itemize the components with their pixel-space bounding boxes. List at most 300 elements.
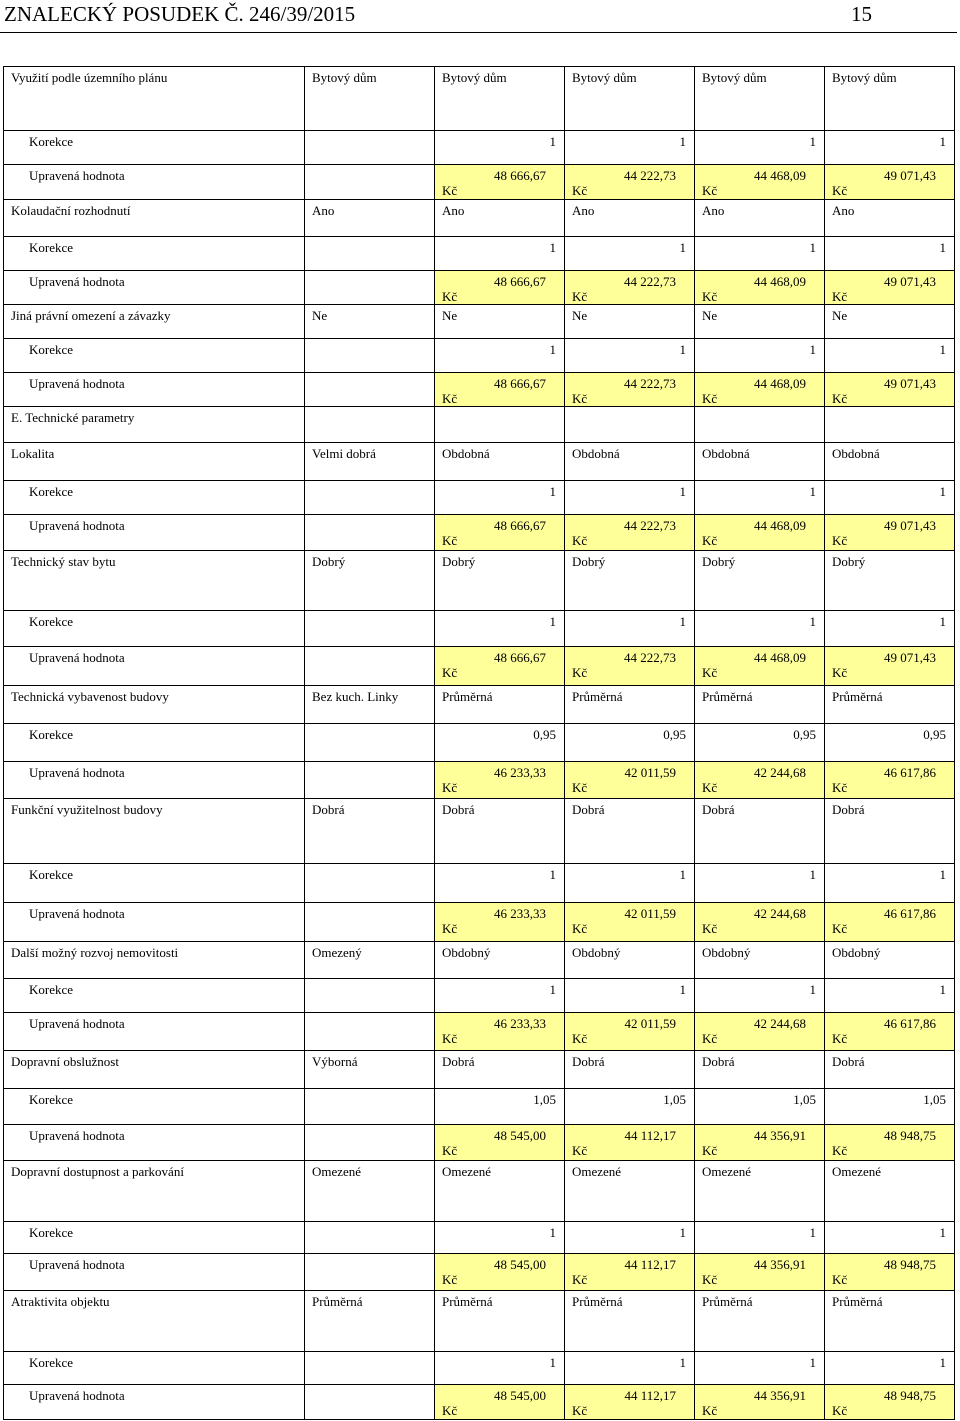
attribute-value: Omezené — [435, 1161, 565, 1222]
empty-cell — [305, 724, 435, 762]
korekce-label: Korekce — [4, 864, 305, 903]
adjusted-value-cell — [695, 762, 825, 799]
korekce-label: Korekce — [4, 1089, 305, 1125]
attribute-value: Dobrý — [825, 551, 955, 611]
korekce-value: 1 — [825, 611, 955, 647]
empty-cell — [825, 407, 955, 443]
adjusted-value-cell — [565, 647, 695, 686]
currency-label: Kč — [702, 1272, 718, 1287]
korekce-value: 1 — [435, 481, 565, 515]
attribute-value: Ne — [435, 305, 565, 339]
currency-label: Kč — [572, 1031, 588, 1046]
empty-cell — [305, 271, 435, 305]
attribute-value: Dobrý — [565, 551, 695, 611]
attribute-row — [4, 1051, 955, 1089]
adjusted-value-row — [4, 271, 955, 305]
korekce-value: 0,95 — [435, 724, 565, 762]
korekce-value: 1 — [435, 237, 565, 271]
adjusted-value: 44 222,73 — [624, 518, 676, 533]
attribute-value: Dobrá — [695, 799, 825, 864]
attribute-value: Bytový dům — [695, 67, 825, 131]
adjusted-value: 44 468,09 — [754, 650, 806, 665]
attribute-value: Velmi dobrá — [305, 443, 435, 481]
adjusted-value: 48 545,00 — [494, 1257, 546, 1272]
currency-label: Kč — [572, 665, 588, 680]
empty-cell — [565, 407, 695, 443]
adjusted-value-label: Upravená hodnota — [4, 647, 305, 686]
adjusted-value-row — [4, 647, 955, 686]
korekce-value: 1 — [825, 979, 955, 1013]
attribute-row — [4, 686, 955, 724]
attribute-value: Ne — [565, 305, 695, 339]
currency-label: Kč — [572, 921, 588, 936]
korekce-label: Korekce — [4, 611, 305, 647]
currency-label: Kč — [832, 289, 848, 304]
currency-label: Kč — [572, 1143, 588, 1158]
attribute-value: Ne — [825, 305, 955, 339]
attribute-value: Dobrá — [695, 1051, 825, 1089]
attribute-value: Obdobný — [565, 942, 695, 979]
attribute-value: Dobrá — [305, 799, 435, 864]
attribute-value: Dobrá — [565, 1051, 695, 1089]
adjusted-value: 44 468,09 — [754, 376, 806, 391]
attribute-value: Obdobná — [565, 443, 695, 481]
adjusted-value-cell — [825, 1385, 955, 1420]
adjusted-value: 46 233,33 — [494, 1016, 546, 1031]
korekce-value: 1 — [695, 611, 825, 647]
adjusted-value: 46 617,86 — [884, 906, 936, 921]
empty-cell — [305, 237, 435, 271]
attribute-value: Dobrá — [435, 1051, 565, 1089]
empty-cell — [305, 373, 435, 407]
comparison-table — [3, 66, 955, 1420]
attribute-value: Omezené — [565, 1161, 695, 1222]
adjusted-value-cell — [565, 1385, 695, 1420]
korekce-label: Korekce — [4, 131, 305, 165]
currency-label: Kč — [572, 780, 588, 795]
adjusted-value-cell — [565, 165, 695, 200]
adjusted-value: 44 356,91 — [754, 1257, 806, 1272]
attribute-value: Dobrý — [435, 551, 565, 611]
korekce-row — [4, 611, 955, 647]
korekce-value: 1 — [695, 1222, 825, 1254]
empty-cell — [305, 407, 435, 443]
korekce-value: 1,05 — [565, 1089, 695, 1125]
attribute-value: Omezené — [825, 1161, 955, 1222]
korekce-value: 1 — [825, 1222, 955, 1254]
adjusted-value: 44 468,09 — [754, 274, 806, 289]
empty-cell — [305, 903, 435, 942]
attribute-label: Jiná právní omezení a závazky — [4, 305, 305, 339]
korekce-value: 0,95 — [695, 724, 825, 762]
adjusted-value: 48 666,67 — [494, 168, 546, 183]
currency-label: Kč — [702, 1031, 718, 1046]
attribute-value: Omezený — [305, 942, 435, 979]
adjusted-value: 44 356,91 — [754, 1128, 806, 1143]
adjusted-value-cell — [565, 762, 695, 799]
adjusted-value-cell — [825, 373, 955, 407]
adjusted-value-label: Upravená hodnota — [4, 271, 305, 305]
attribute-label: Technická vybavenost budovy — [4, 686, 305, 724]
adjusted-value-cell — [435, 1013, 565, 1051]
attribute-label: Dopravní obslužnost — [4, 1051, 305, 1089]
adjusted-value-cell — [695, 647, 825, 686]
adjusted-value: 49 071,43 — [884, 518, 936, 533]
korekce-value: 1 — [825, 339, 955, 373]
adjusted-value: 48 666,67 — [494, 650, 546, 665]
korekce-row — [4, 481, 955, 515]
attribute-row — [4, 799, 955, 864]
document-title: ZNALECKÝ POSUDEK Č. 246/39/2015 — [4, 2, 356, 26]
adjusted-value-cell — [695, 373, 825, 407]
korekce-value: 1 — [565, 864, 695, 903]
attribute-label: Lokalita — [4, 443, 305, 481]
adjusted-value-cell — [825, 903, 955, 942]
korekce-label: Korekce — [4, 1352, 305, 1385]
empty-cell — [305, 979, 435, 1013]
adjusted-value: 44 222,73 — [624, 376, 676, 391]
section-row — [4, 407, 955, 443]
korekce-value: 1 — [565, 481, 695, 515]
adjusted-value-label: Upravená hodnota — [4, 1254, 305, 1291]
attribute-row — [4, 305, 955, 339]
adjusted-value: 46 617,86 — [884, 765, 936, 780]
attribute-value: Dobrý — [695, 551, 825, 611]
attribute-value: Bytový dům — [435, 67, 565, 131]
adjusted-value-row — [4, 373, 955, 407]
korekce-value: 1 — [825, 237, 955, 271]
adjusted-value: 42 244,68 — [754, 765, 806, 780]
attribute-label: Technický stav bytu — [4, 551, 305, 611]
korekce-row — [4, 864, 955, 903]
adjusted-value: 48 545,00 — [494, 1388, 546, 1403]
adjusted-value: 49 071,43 — [884, 650, 936, 665]
korekce-value: 1 — [565, 131, 695, 165]
adjusted-value-cell — [435, 647, 565, 686]
adjusted-value-cell — [565, 1125, 695, 1161]
attribute-value: Bytový dům — [825, 67, 955, 131]
adjusted-value-cell — [695, 1254, 825, 1291]
adjusted-value-cell — [695, 1013, 825, 1051]
attribute-value: Bytový dům — [565, 67, 695, 131]
korekce-value: 1 — [695, 864, 825, 903]
currency-label: Kč — [572, 533, 588, 548]
attribute-value: Dobrá — [565, 799, 695, 864]
korekce-value: 1,05 — [435, 1089, 565, 1125]
adjusted-value: 48 948,75 — [884, 1388, 936, 1403]
currency-label: Kč — [832, 533, 848, 548]
empty-cell — [305, 611, 435, 647]
attribute-value: Ano — [825, 200, 955, 237]
currency-label: Kč — [442, 289, 458, 304]
currency-label: Kč — [442, 1143, 458, 1158]
attribute-value: Průměrná — [435, 1291, 565, 1352]
korekce-value: 1 — [695, 979, 825, 1013]
adjusted-value: 44 222,73 — [624, 274, 676, 289]
korekce-row — [4, 1089, 955, 1125]
adjusted-value-label: Upravená hodnota — [4, 903, 305, 942]
currency-label: Kč — [442, 183, 458, 198]
attribute-label: Funkční využitelnost budovy — [4, 799, 305, 864]
adjusted-value-cell — [825, 647, 955, 686]
adjusted-value-label: Upravená hodnota — [4, 165, 305, 200]
adjusted-value-cell — [565, 373, 695, 407]
adjusted-value-row — [4, 515, 955, 551]
attribute-row — [4, 1291, 955, 1352]
attribute-row — [4, 551, 955, 611]
empty-cell — [305, 1089, 435, 1125]
adjusted-value-cell — [435, 373, 565, 407]
currency-label: Kč — [442, 1031, 458, 1046]
empty-cell — [435, 407, 565, 443]
empty-cell — [305, 1125, 435, 1161]
currency-label: Kč — [832, 1403, 848, 1418]
adjusted-value: 48 948,75 — [884, 1257, 936, 1272]
empty-cell — [305, 1013, 435, 1051]
adjusted-value: 44 112,17 — [624, 1257, 676, 1272]
korekce-row — [4, 339, 955, 373]
currency-label: Kč — [572, 1272, 588, 1287]
currency-label: Kč — [702, 183, 718, 198]
adjusted-value-cell — [695, 271, 825, 305]
attribute-value: Dobrá — [825, 799, 955, 864]
adjusted-value: 42 011,59 — [624, 906, 676, 921]
currency-label: Kč — [702, 921, 718, 936]
attribute-row — [4, 200, 955, 237]
adjusted-value-cell — [695, 515, 825, 551]
korekce-value: 1 — [565, 1222, 695, 1254]
attribute-value: Ano — [435, 200, 565, 237]
korekce-value: 1 — [435, 979, 565, 1013]
korekce-value: 1 — [825, 481, 955, 515]
currency-label: Kč — [572, 289, 588, 304]
currency-label: Kč — [442, 391, 458, 406]
korekce-label: Korekce — [4, 237, 305, 271]
attribute-value: Obdobný — [695, 942, 825, 979]
adjusted-value: 48 666,67 — [494, 518, 546, 533]
adjusted-value: 46 617,86 — [884, 1016, 936, 1031]
adjusted-value-cell — [565, 1254, 695, 1291]
empty-cell — [305, 1254, 435, 1291]
adjusted-value: 49 071,43 — [884, 274, 936, 289]
empty-cell — [305, 762, 435, 799]
adjusted-value-cell — [435, 515, 565, 551]
adjusted-value-cell — [825, 762, 955, 799]
adjusted-value: 48 948,75 — [884, 1128, 936, 1143]
korekce-value: 1 — [565, 979, 695, 1013]
attribute-value: Průměrná — [565, 686, 695, 724]
attribute-value: Obdobná — [695, 443, 825, 481]
adjusted-value-cell — [695, 903, 825, 942]
attribute-value: Obdobný — [435, 942, 565, 979]
korekce-value: 1 — [565, 1352, 695, 1385]
attribute-row — [4, 1161, 955, 1222]
adjusted-value: 48 666,67 — [494, 376, 546, 391]
adjusted-value-cell — [695, 1385, 825, 1420]
adjusted-value-row — [4, 1125, 955, 1161]
currency-label: Kč — [832, 391, 848, 406]
adjusted-value-cell — [825, 1254, 955, 1291]
attribute-value: Bytový dům — [305, 67, 435, 131]
korekce-value: 1,05 — [825, 1089, 955, 1125]
attribute-value: Ano — [305, 200, 435, 237]
attribute-value: Výborná — [305, 1051, 435, 1089]
adjusted-value-label: Upravená hodnota — [4, 515, 305, 551]
currency-label: Kč — [832, 665, 848, 680]
empty-cell — [305, 515, 435, 551]
korekce-label: Korekce — [4, 724, 305, 762]
adjusted-value-cell — [435, 903, 565, 942]
adjusted-value: 49 071,43 — [884, 376, 936, 391]
adjusted-value: 49 071,43 — [884, 168, 936, 183]
currency-label: Kč — [832, 1143, 848, 1158]
section-heading: E. Technické parametry — [4, 407, 305, 443]
currency-label: Kč — [442, 665, 458, 680]
adjusted-value: 46 233,33 — [494, 765, 546, 780]
adjusted-value-row — [4, 1385, 955, 1420]
attribute-value: Ne — [305, 305, 435, 339]
adjusted-value-row — [4, 1254, 955, 1291]
empty-cell — [695, 407, 825, 443]
attribute-row — [4, 443, 955, 481]
attribute-value: Ano — [695, 200, 825, 237]
korekce-value: 1 — [435, 1352, 565, 1385]
adjusted-value-row — [4, 903, 955, 942]
empty-cell — [305, 1385, 435, 1420]
korekce-label: Korekce — [4, 481, 305, 515]
korekce-value: 1 — [825, 1352, 955, 1385]
empty-cell — [305, 864, 435, 903]
korekce-label: Korekce — [4, 979, 305, 1013]
adjusted-value-cell — [435, 762, 565, 799]
empty-cell — [305, 647, 435, 686]
currency-label: Kč — [702, 1143, 718, 1158]
adjusted-value-cell — [435, 271, 565, 305]
adjusted-value-row — [4, 1013, 955, 1051]
attribute-label: Atraktivita objektu — [4, 1291, 305, 1352]
attribute-value: Dobrá — [825, 1051, 955, 1089]
adjusted-value-cell — [565, 903, 695, 942]
korekce-value: 1 — [435, 611, 565, 647]
adjusted-value-cell — [825, 165, 955, 200]
attribute-value: Obdobná — [435, 443, 565, 481]
attribute-value: Průměrná — [825, 686, 955, 724]
adjusted-value-cell — [825, 515, 955, 551]
adjusted-value: 42 011,59 — [624, 1016, 676, 1031]
attribute-value: Omezené — [305, 1161, 435, 1222]
adjusted-value: 44 222,73 — [624, 168, 676, 183]
currency-label: Kč — [832, 780, 848, 795]
currency-label: Kč — [442, 1272, 458, 1287]
currency-label: Kč — [702, 780, 718, 795]
korekce-label: Korekce — [4, 1222, 305, 1254]
korekce-value: 1 — [435, 339, 565, 373]
empty-cell — [305, 131, 435, 165]
korekce-value: 0,95 — [825, 724, 955, 762]
attribute-row — [4, 67, 955, 131]
empty-cell — [305, 339, 435, 373]
korekce-value: 0,95 — [565, 724, 695, 762]
currency-label: Kč — [572, 391, 588, 406]
currency-label: Kč — [572, 183, 588, 198]
currency-label: Kč — [702, 665, 718, 680]
adjusted-value: 48 666,67 — [494, 274, 546, 289]
adjusted-value-cell — [435, 1254, 565, 1291]
empty-cell — [305, 1352, 435, 1385]
attribute-value: Průměrná — [825, 1291, 955, 1352]
adjusted-value-label: Upravená hodnota — [4, 1013, 305, 1051]
adjusted-value-cell — [695, 1125, 825, 1161]
adjusted-value-cell — [825, 1013, 955, 1051]
adjusted-value-row — [4, 762, 955, 799]
adjusted-value: 42 011,59 — [624, 765, 676, 780]
adjusted-value: 42 244,68 — [754, 1016, 806, 1031]
attribute-value: Průměrná — [565, 1291, 695, 1352]
adjusted-value-label: Upravená hodnota — [4, 373, 305, 407]
attribute-value: Ano — [565, 200, 695, 237]
adjusted-value-cell — [565, 271, 695, 305]
currency-label: Kč — [442, 533, 458, 548]
currency-label: Kč — [442, 780, 458, 795]
korekce-value: 1 — [435, 131, 565, 165]
page-header — [0, 0, 957, 33]
attribute-value: Průměrná — [305, 1291, 435, 1352]
korekce-row — [4, 724, 955, 762]
korekce-value: 1 — [565, 611, 695, 647]
currency-label: Kč — [702, 1403, 718, 1418]
page-number: 15 — [851, 2, 872, 26]
attribute-value: Ne — [695, 305, 825, 339]
korekce-value: 1 — [695, 481, 825, 515]
adjusted-value-cell — [695, 165, 825, 200]
attribute-value: Dobrá — [435, 799, 565, 864]
currency-label: Kč — [832, 1031, 848, 1046]
korekce-value: 1 — [825, 864, 955, 903]
adjusted-value-cell — [435, 1385, 565, 1420]
korekce-label: Korekce — [4, 339, 305, 373]
korekce-value: 1 — [695, 131, 825, 165]
currency-label: Kč — [832, 921, 848, 936]
attribute-value: Bez kuch. Linky — [305, 686, 435, 724]
empty-cell — [305, 165, 435, 200]
korekce-value: 1 — [565, 339, 695, 373]
adjusted-value: 44 112,17 — [624, 1128, 676, 1143]
adjusted-value: 44 356,91 — [754, 1388, 806, 1403]
adjusted-value-label: Upravená hodnota — [4, 1385, 305, 1420]
empty-cell — [305, 1222, 435, 1254]
adjusted-value-cell — [435, 1125, 565, 1161]
korekce-value: 1 — [695, 339, 825, 373]
adjusted-value-label: Upravená hodnota — [4, 1125, 305, 1161]
currency-label: Kč — [702, 391, 718, 406]
currency-label: Kč — [442, 921, 458, 936]
adjusted-value: 44 468,09 — [754, 168, 806, 183]
attribute-label: Dopravní dostupnost a parkování — [4, 1161, 305, 1222]
attribute-value: Průměrná — [435, 686, 565, 724]
korekce-value: 1 — [695, 237, 825, 271]
currency-label: Kč — [702, 533, 718, 548]
korekce-row — [4, 237, 955, 271]
adjusted-value-cell — [435, 165, 565, 200]
attribute-label: Další možný rozvoj nemovitosti — [4, 942, 305, 979]
korekce-value: 1 — [435, 1222, 565, 1254]
attribute-value: Omezené — [695, 1161, 825, 1222]
currency-label: Kč — [832, 183, 848, 198]
korekce-row — [4, 979, 955, 1013]
adjusted-value: 44 468,09 — [754, 518, 806, 533]
korekce-value: 1 — [695, 1352, 825, 1385]
adjusted-value-cell — [825, 271, 955, 305]
